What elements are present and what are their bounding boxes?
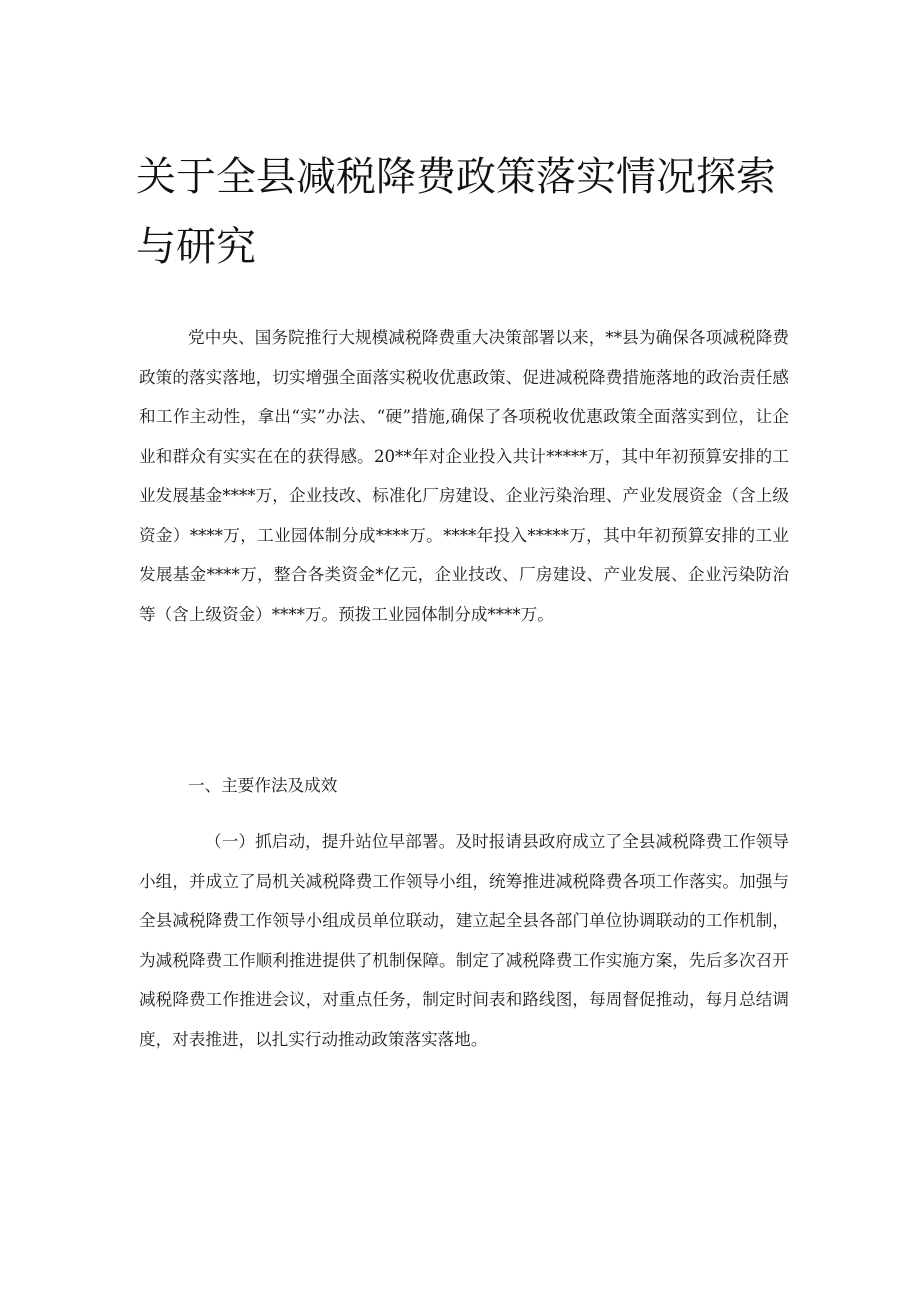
intro-paragraph: 党中央、国务院推行大规模减税降费重大决策部署以来，**县为确保各项减税降费政策的落实落地，切实增强全面落实税收优惠政策、促进减税降费措施落地的政治责任感和工作主动性，拿出“实”办法、“硬”措施,确保了各项税收优惠政策全面落实到位，让企业和群众有实实在在的获得感。20**年对企业投入共计*****万，其中年初预算安排的工业发展基金****万，企业技改、标准化厂房建设、企业污染治理、产业发展资金（含上级资金）****万，工业园体制分成****万。****年投入*****万，其中年初预算安排的工业发展基金****万，整合各类资金*亿元，企业技改、厂房建设、产业发展、企业污染防治等（含上级资金）****万。预拨工业园体制分成****万。	[139, 328, 789, 624]
section-heading: 一、主要作法及成效	[188, 776, 338, 795]
document-title: 关于全县减税降费政策落实情况探索与研究	[136, 154, 776, 270]
section-paragraph: （一）抓启动，提升站位早部署。及时报请县政府成立了全县减税降费工作领导小组，并成立了局机关减税降费工作领导小组，统筹推进减税降费各项工作落实。加强与全县减税降费工作领导小组成员单位联动，建立起全县各部门单位协调联动的工作机制，为减税降费工作顺利推进提供了机制保障。制定了减税降费工作实施方案，先后多次召开减税降费工作推进会议，对重点任务，制定时间表和路线图，每周督促推动，每月总结调度，对表推进，以扎实行动推动政策落实落地。	[139, 832, 789, 1049]
